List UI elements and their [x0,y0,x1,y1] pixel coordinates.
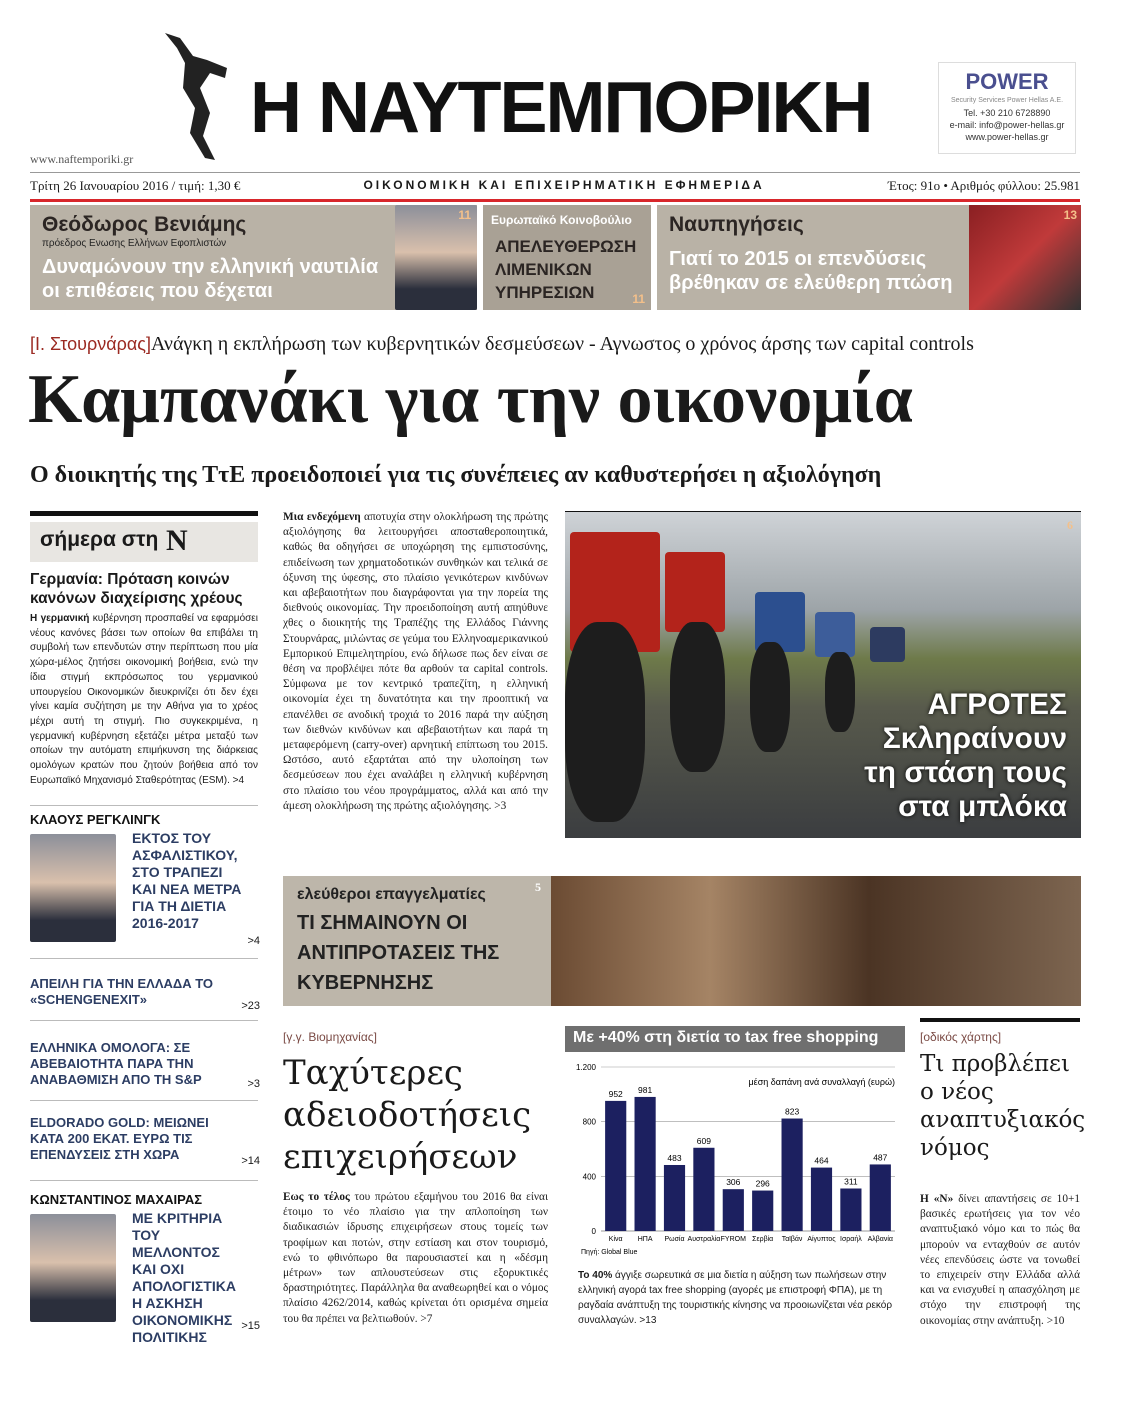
divider [30,1180,258,1181]
teaser-veniamis[interactable] [30,205,477,310]
chart-subtitle: μέση δαπάνη ανά συναλλαγή (ευρώ) [748,1077,895,1087]
section-banner [30,522,258,562]
divider [920,1018,1080,1022]
data-label: 311 [844,1176,858,1187]
data-label: 306 [726,1177,741,1188]
body-lead: Η «Ν» [920,1193,954,1205]
page-ref: >14 [241,1155,260,1167]
body-text: δίνει απαντήσεις σε 10+1 βασικές ερωτήσεις για τον νέο αναπτυξιακό νόμο και το πώς θα μπορούν να ενταχθούν σε αυτόν νέες επενδύσεις ώστε να τονωθεί το επιχειρείν στην Ελλάδα αλλά και να ενισχυθεί η απασχόληση με στόχο την επιστροφή της οικονομίας στην ανάπτυξη. >10 [920,1193,1080,1327]
body-text: άγγιξε σωρευτικά σε μια διετία η αύξηση των πωλήσεων στην ελληνική αγορά tax free shopping (αγορές με επιστροφή ΦΠΑ), με τη ραγδαία ανάπτυξη της τουριστικής κίνησης να προοιωνίζεται νέα ρεκόρ συναλλαγών. >13 [578,1270,893,1326]
body-text: κυβέρνηση προσπαθεί να εφαρμόσει νέους κανόνες βάσει των οποίων θα επιβάλει τη συμβολή των επενδυτών στην περίπτωση που μία χώρα-μέλος ζητήσει οικονομική βοήθεια, ενώ την ίδια στιγμή εκπρόσωπος του γερμανικού υπουργείου Οικονομικών διευκρινίζει ότι δεν έχει γίνει καμία συζήτηση με την Αθήνα για το χρέος μέχρι αυτή τη στιγμή. Πιο συγκεκριμένα, η γερμανική κυβέρνηση εξετάζει μέτρα μεταξύ των οποίων την αυτόματη επιμήκυνση της διάρκειας ομολόγων κρατών που ζητούν βοήθεια από τον Ευρωπαϊκό Μηχανισμό Σταθερότητας (ESM). >4 [30,613,258,786]
body-text: του πρώτου εξαμήνου του 2016 θα είναι έτοιμο το νέο πλαίσιο για την απλοποίηση των διαδικασιών ίδρυσης επιχειρήσεων στους τομείς των τροφίμων και ποτών, στην εστίαση και στον τουρισμό, ενώ το φθινόπωρο θα παρουσιαστεί και η «δέσμη μέτρων» των απλουστεύσεων στις εξορυκτικές δραστηριότητες. Παράλληλα θα αναθεωρηθεί και ο νόμος πλαίσιο 4262/2014, καθώς κρίνεται ότι ορισμένα σημεία του θα πρέπει να βελτιωθούν. >7 [283,1191,548,1325]
issue-number: Έτος: 91ο • Αριθμός φύλλου: 25.981 [887,178,1080,193]
sidebar-item-regling[interactable] [30,812,260,947]
x-tick-label: Σερβία [752,1236,774,1243]
x-tick-label: Αλβανία [867,1236,893,1243]
item-text: ΕΛΛΗΝΙΚΑ ΟΜΟΛΟΓΑ: ΣΕ ΑΒΕΒΑΙΟΤΗΤΑ ΠΑΡΑ ΤΗΝ ΑΝΑΒΑΘΜΙΣΗ ΑΠΟ ΤΗ S&P [30,1040,202,1087]
meeting-photo [551,876,1081,1006]
bar-chart [565,1055,905,1260]
sidebar-item-bonds[interactable] [30,1040,260,1090]
sidebar-body [30,612,258,788]
section-logo: Ν [166,524,188,557]
page-ref: 11 [632,292,645,306]
teaser-role: πρόεδρος Ενωσης Ελλήνων Εφοπλιστών [42,238,227,249]
teaser-ports[interactable] [483,205,651,310]
ad-email: e-mail: info@power-hellas.gr [949,120,1065,130]
teaser-text: ΑΠΕΛΕΥΘΕΡΩΣΗ ΛΙΜΕΝΙΚΩΝ ΥΠΗΡΕΣΙΩΝ [495,237,637,302]
tagline: ΟΙΚΟΝΟΜΙΚΗ ΚΑΙ ΕΠΙΧΕΙΡΗΜΑΤΙΚΗ ΕΦΗΜΕΡΙΔΑ [363,178,765,192]
x-tick-label: Ρωσία [664,1236,685,1243]
masthead-title: Η ΝΑΥΤΕΜΠΟΡΙΚΗ [250,68,872,148]
site-url[interactable]: www.naftemporiki.gr [30,152,134,166]
bar [723,1189,744,1231]
regling-photo [30,834,116,942]
body-lead: Η γερμανική [30,613,90,624]
page-ref: 11 [458,208,471,222]
item-name: ΚΛΑΟΥΣ ΡΕΓΚΛΙΝΓΚ [30,812,161,827]
hermes-logo [155,28,235,168]
page-ref: 13 [1063,208,1077,222]
divider [30,1020,258,1021]
x-tick-label: Ταϊβάν [781,1236,803,1243]
kicker-tag: [Ι. Στουρνάρας] [30,334,151,354]
chart-caption [578,1268,898,1328]
banner-kicker: ελεύθεροι επαγγελματίες [297,886,486,903]
section-label: σήμερα στη [40,528,159,551]
data-label: 296 [755,1178,770,1189]
machairas-photo [30,1214,116,1322]
teaser-text: Γιατί το 2015 οι επενδύσεις βρέθηκαν σε ελεύθερη πτώση [669,248,953,294]
main-subhead: Ο διοικητής της ΤτΕ προειδοποιεί για τις συνέπειες αν καθυστερήσει η αξιολόγηση [30,462,882,488]
bar [693,1148,714,1231]
x-tick-label: Κίνα [608,1236,623,1243]
divider [30,805,258,806]
chart-title: Με +40% στη διετία το tax free shopping [565,1026,905,1052]
item-text: ΜΕ ΚΡΙΤΗΡΙΑ ΤΟΥ ΜΕΛΛΟΝΤΟΣ ΚΑΙ ΟΧΙ ΑΠΟΛΟΓΙΣΤΙΚΑ Η ΑΣΚΗΣΗ ΟΙΚΟΝΟΜΙΚΗΣ ΠΟΛΙΤΙΚΗΣ [132,1210,236,1345]
page-ref: >4 [247,935,260,947]
ad-tel: Tel. +30 210 6728890 [963,108,1051,118]
body-lead: Εως το τέλος [283,1191,350,1203]
bar [782,1119,803,1231]
caption-line: Σκληραίνουν [882,722,1067,755]
lead-kicker [30,333,1080,356]
law-body [920,1192,1080,1329]
bar [811,1168,832,1231]
banner-text: ΤΙ ΣΗΜΑΙΝΟΥΝ ΟΙ ΑΝΤΙΠΡΟΤΑΣΕΙΣ ΤΗΣ ΚΥΒΕΡΝΗΣΗΣ [297,912,500,994]
farmers-photo[interactable] [565,512,1081,838]
teaser-shipyards[interactable] [657,205,1081,310]
ad-brand: POWER [965,69,1049,94]
divider [30,511,258,516]
x-tick-label: Αίγυπτος [807,1236,836,1243]
data-label: 823 [785,1106,800,1117]
data-label: 487 [873,1152,888,1163]
caption-line: στα μπλόκα [898,790,1067,823]
x-tick-label: ΗΠΑ [637,1236,653,1243]
y-tick-label: 800 [582,1117,596,1127]
body-lead: Το 40% [578,1270,613,1281]
teaser-kicker: Ευρωπαϊκό Κοινοβούλιο [491,213,632,227]
data-label: 464 [814,1155,829,1166]
section-tag: [οδικός χάρτης] [920,1030,1002,1044]
bar [664,1165,685,1231]
sidebar-item-machairas[interactable] [30,1192,260,1345]
page-ref: >15 [241,1320,260,1332]
data-label: 609 [696,1135,711,1146]
data-label: 981 [638,1084,653,1095]
bar [752,1191,773,1231]
bar [870,1164,891,1231]
item-text: ΕΚΤΟΣ ΤΟΥ ΑΣΦΑΛΙΣΤΙΚΟΥ, ΣΤΟ ΤΡΑΠΕΖΙ ΚΑΙ ΝΕΑ ΜΕΤΡΑ ΓΙΑ ΤΗ ΔΙΕΤΙΑ 2016-2017 [132,830,242,931]
page-ref: >3 [247,1078,260,1090]
bar [840,1188,861,1231]
y-tick-label: 1.200 [575,1063,596,1072]
x-tick-label: Αυστραλία [687,1236,721,1243]
data-label: 483 [667,1152,682,1163]
divider [30,172,1080,173]
industry-headline[interactable]: Ταχύτερες αδειοδοτήσεις επιχειρήσεων [283,1053,532,1177]
teaser-text: Δυναμώνουν την ελληνική ναυτιλία οι επιθέσεις που δέχεται [42,256,379,302]
divider [30,1100,258,1101]
bar [605,1101,626,1231]
bar [635,1097,656,1231]
sidebar-item-schengen[interactable] [30,976,260,1012]
y-tick-label: 0 [591,1227,596,1236]
y-tick-label: 400 [582,1172,596,1182]
date-price: Τρίτη 26 Ιανουαρίου 2016 / τιμή: 1,30 € [30,178,241,193]
kicker-text: Ανάγκη η εκπλήρωση των κυβερνητικών δεσμεύσεων - Αγνωστος ο χρόνος άρσης των capital controls [150,333,974,355]
item-name: ΚΩΝΣΤΑΝΤΙΝΟΣ ΜΑΧΑΙΡΑΣ [30,1192,203,1207]
page-ref: >23 [241,1000,260,1012]
page-ref: 6 [1067,518,1073,532]
red-divider [30,199,1080,202]
ad-sub: Security Services Power Hellas A.E. [950,97,1064,104]
lead-body [283,510,548,814]
main-headline[interactable]: Καμπανάκι για την οικονομία [28,361,913,438]
teaser-name: Θεόδωρος Βενιάμης [42,213,247,236]
dateline [30,178,1080,194]
sidebar-item-eldorado[interactable] [30,1115,260,1167]
divider [30,958,258,959]
item-text: ΑΠΕΙΛΗ ΓΙΑ ΤΗΝ ΕΛΛΑΔΑ ΤΟ «SCHENGENEXIT» [30,976,214,1007]
sidebar-headline[interactable]: Γερμανία: Πρόταση κοινών κανόνων διαχείρισης χρέους [30,571,243,607]
teaser-title: Ναυπηγήσεις [669,213,804,236]
body-text: αποτυχία στην ολοκλήρωση της πρώτης αξιολόγησης θα λειτουργήσει αποσταθεροποιητικά, καθώς θα οδηγήσει σε υποχώρηση της εμπιστοσύνης, επιδείνωση των χρηματοδοτικών συνθηκών και τελικά σε όξυνση της ύφεσης, στο πλαίσιο γενικότερων κινδύνων και αβεβαιοτήτων που διαγράφονται για την πορεία της διεθνούς οικονομίας. Την προειδοποίηση αυτή απηύθυνε χθες ο διοικητής της Τραπέζης της Ελλάδος Γιάννης Στουρνάρας, μιλώντας σε γεύμα του Ελληνοαμερικανικού Εμπορικού Επιμελητηρίου, ενώ δήλωσε πως δεν είναι σε θέση να προβλέψει πότε θα αρθούν τα capital controls. Σύμφωνα με τον κεντρικό τραπεζίτη, η ελληνική οικονομία έχει τη δυνατότητα και την προοπτική να επανέλθει σε ανοδική τροχιά το 2016 παρά την αύξηση των διεθνών κινδύνων και αβεβαιοτήτων και παρά τη μεταφερόμενη (carry-over) αρνητική επίπτωση του 2015. Ωστόσο, αυτό εξαρτάται από την υλοποίηση των δεσμεύσεων που έχει αναλάβει η ελληνική κυβέρνηση στο πλαίσιο του νέου προγράμματος, αλλά και από την άμεση ολοκλήρωση της πρώτης αξιολόγησης. >3 [283,511,549,812]
power-ad[interactable] [938,62,1076,154]
body-lead: Μια ενδεχόμενη [283,511,361,523]
caption-line: τη στάση τους [864,756,1067,789]
x-tick-label: Ισραήλ [840,1236,862,1243]
x-tick-label: FYROM [720,1236,746,1243]
industry-body [283,1190,548,1327]
law-headline[interactable]: Τι προβλέπει ο νέος αναπτυξιακός νόμος [920,1051,1086,1161]
freelancers-banner[interactable] [283,876,1081,1006]
section-tag: [γ.γ. Βιομηχανίας] [283,1030,377,1044]
chart-source: Πηγή: Global Blue [581,1249,638,1256]
caption-line: ΑΓΡΟΤΕΣ [927,688,1067,721]
photo-caption [864,688,1067,824]
ad-web: www.power-hellas.gr [965,132,1049,142]
data-label: 952 [608,1088,623,1099]
page-ref: 5 [535,880,541,894]
item-text: ELDORADO GOLD: ΜΕΙΩΝΕΙ ΚΑΤΑ 200 ΕΚΑΤ. ΕΥΡΩ ΤΙΣ ΕΠΕΝΔΥΣΕΙΣ ΣΤΗ ΧΩΡΑ [30,1115,209,1162]
